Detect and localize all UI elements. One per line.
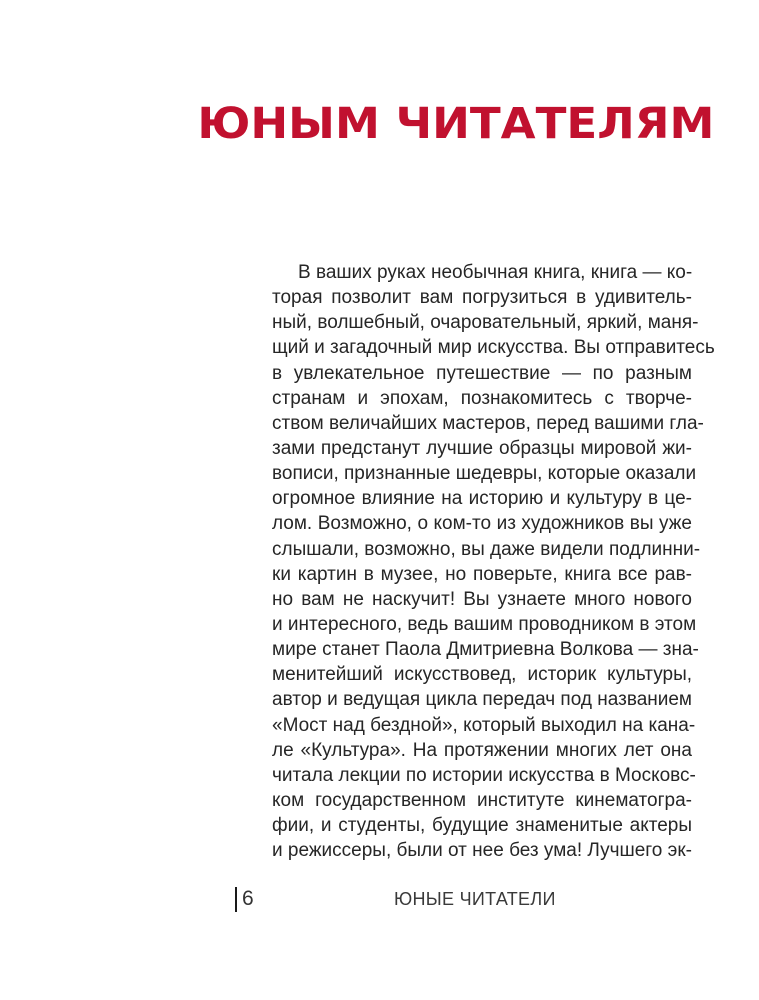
running-footer-title: ЮНЫЕ ЧИТАТЕЛИ bbox=[394, 889, 556, 909]
body-line: торая позволит вам погрузиться в удивитель- bbox=[272, 287, 692, 309]
body-line: огромное влияние на историю и культуру в це- bbox=[272, 488, 692, 510]
body-line: «Мост над бездной», который выходил на кана- bbox=[272, 714, 696, 736]
body-line: и режиссеры, были от нее без ума! Лучшего эк- bbox=[272, 840, 692, 862]
page-number: 6 bbox=[242, 887, 254, 910]
body-line: щий и загадочный мир искусства. Вы отправитесь bbox=[272, 337, 715, 359]
body-line: автор и ведущая цикла передач под названием bbox=[272, 689, 692, 711]
body-line: лом. Возможно, о ком-то из художников вы уже bbox=[272, 513, 692, 535]
body-line: зами предстанут лучшие образцы мировой жи- bbox=[272, 437, 692, 459]
body-line: менитейший искусствовед, историк культуры, bbox=[272, 664, 692, 686]
body-line: читала лекции по истории искусства в Московс- bbox=[272, 764, 696, 786]
body-line: странам и эпохам, познакомитесь с творче- bbox=[272, 387, 692, 409]
footer-divider-bar bbox=[235, 887, 237, 912]
body-line: мире станет Паола Дмитриевна Волкова — зна- bbox=[272, 639, 699, 661]
body-line: вописи, признанные шедевры, которые оказали bbox=[272, 463, 697, 485]
body-line: ки картин в музее, но поверьте, книга все рав- bbox=[272, 563, 692, 585]
body-line: но вам не наскучит! Вы узнаете много нового bbox=[272, 588, 692, 610]
body-line: В ваших руках необычная книга, книга — ко- bbox=[298, 262, 693, 283]
body-line: ком государственном институте кинематогра- bbox=[272, 789, 692, 811]
body-text bbox=[272, 260, 715, 863]
body-line: ством величайших мастеров, перед вашими гла- bbox=[272, 412, 704, 434]
body-line: и интересного, ведь вашим проводником в этом bbox=[272, 613, 697, 635]
page-title: ЮНЫМ ЧИТАТЕЛЯМ bbox=[196, 99, 714, 149]
body-line: ле «Культура». На протяжении многих лет она bbox=[272, 739, 692, 761]
body-line: в увлекательное путешествие — по разным bbox=[272, 362, 692, 384]
body-line: ный, волшебный, очаровательный, яркий, маня- bbox=[272, 312, 699, 334]
body-line: слышали, возможно, вы даже видели подлинни- bbox=[272, 538, 701, 560]
body-line: фии, и студенты, будущие знаменитые актеры bbox=[272, 815, 692, 837]
